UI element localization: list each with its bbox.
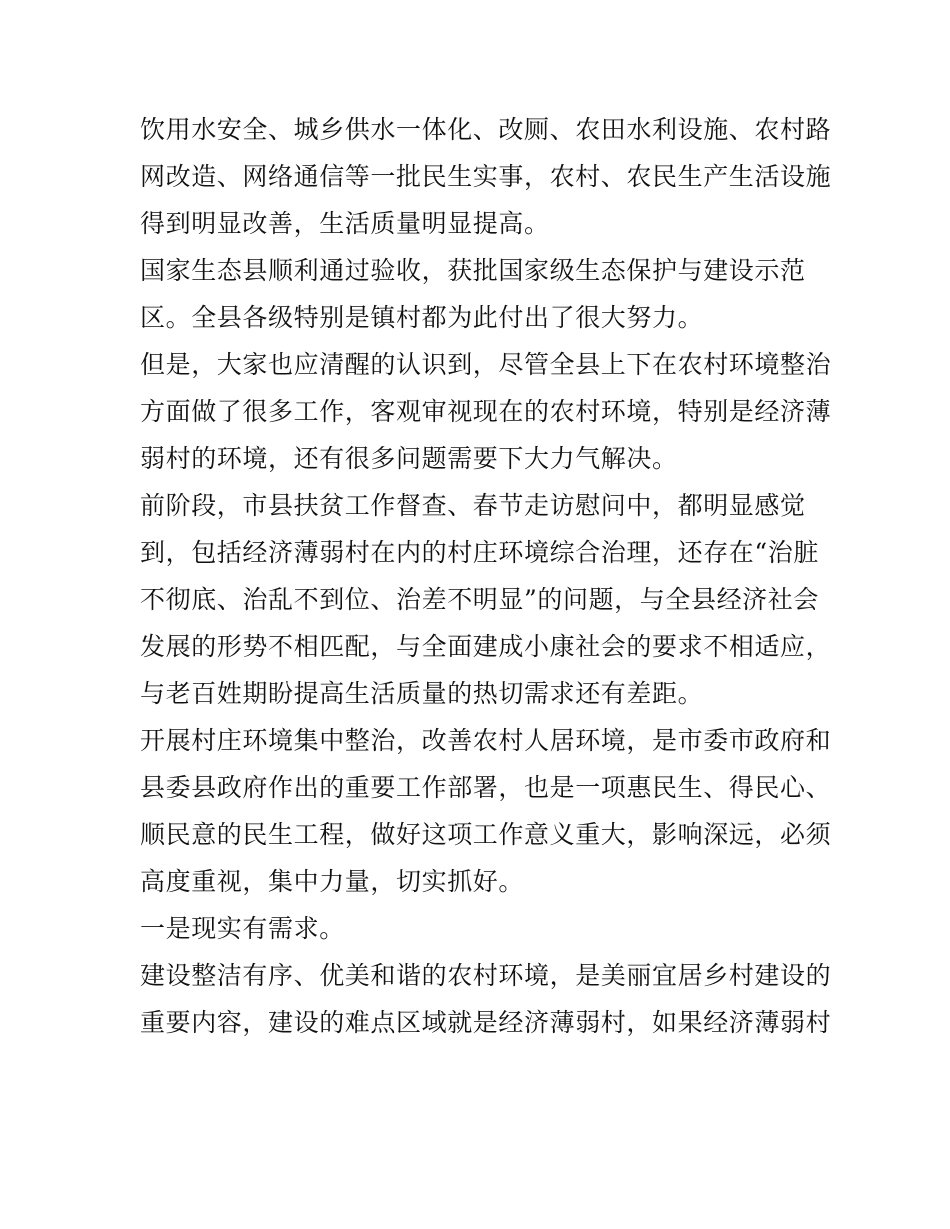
text-line: 重要内容，建设的难点区域就是经济薄弱村，如果经济薄弱村: [140, 1008, 832, 1037]
text-line: 方面做了很多工作，客观审视现在的农村环境，特别是经济薄: [140, 397, 832, 426]
text-line: 发展的形势不相匹配，与全面建成小康社会的要求不相适应，: [140, 632, 832, 661]
text-line: 与老百姓期盼提高生活质量的热切需求还有差距。: [140, 679, 704, 708]
text-line: 前阶段，市县扶贫工作督查、春节走访慰问中，都明显感觉: [140, 491, 806, 520]
text-line: 高度重视，集中力量，切实抓好。: [140, 867, 525, 896]
paragraph: [140, 952, 832, 1046]
paragraph: [140, 247, 820, 341]
text-line: 顺民意的民生工程，做好这项工作意义重大，影响深远，必须: [140, 820, 832, 849]
text-line: 饮用水安全、城乡供水一体化、改厕、农田水利设施、农村路: [140, 115, 832, 144]
paragraph: [140, 482, 832, 717]
document-body: [140, 106, 832, 1046]
text-line: 开展村庄环境集中整治，改善农村人居环境，是市委市政府和: [140, 726, 832, 755]
paragraph: [140, 341, 832, 482]
text-line: 得到明显改善，生活质量明显提高。: [140, 209, 550, 238]
text-line: 区。全县各级特别是镇村都为此付出了很大努力。: [140, 303, 704, 332]
text-line: 弱村的环境，还有很多问题需要下大力气解决。: [140, 444, 678, 473]
text-line: 县委县政府作出的重要工作部署，也是一项惠民生、得民心、: [140, 773, 832, 802]
text-line: 一是现实有需求。: [140, 914, 345, 943]
paragraph: [140, 717, 832, 905]
paragraph: [140, 106, 832, 247]
text-line: 但是，大家也应清醒的认识到，尽管全县上下在农村环境整治: [140, 350, 832, 379]
text-line: 网改造、网络通信等一批民生实事，农村、农民生产生活设施: [140, 162, 832, 191]
text-line: 国家生态县顺利通过验收，获批国家级生态保护与建设示范: [140, 256, 806, 285]
text-line: 不彻底、治乱不到位、治差不明显”的问题，与全县经济社会: [140, 585, 819, 614]
paragraph: [140, 905, 820, 952]
text-line: 到，包括经济薄弱村在内的村庄环境综合治理，还存在“治脏: [140, 538, 819, 567]
text-line: 建设整洁有序、优美和谐的农村环境，是美丽宜居乡村建设的: [140, 961, 832, 990]
